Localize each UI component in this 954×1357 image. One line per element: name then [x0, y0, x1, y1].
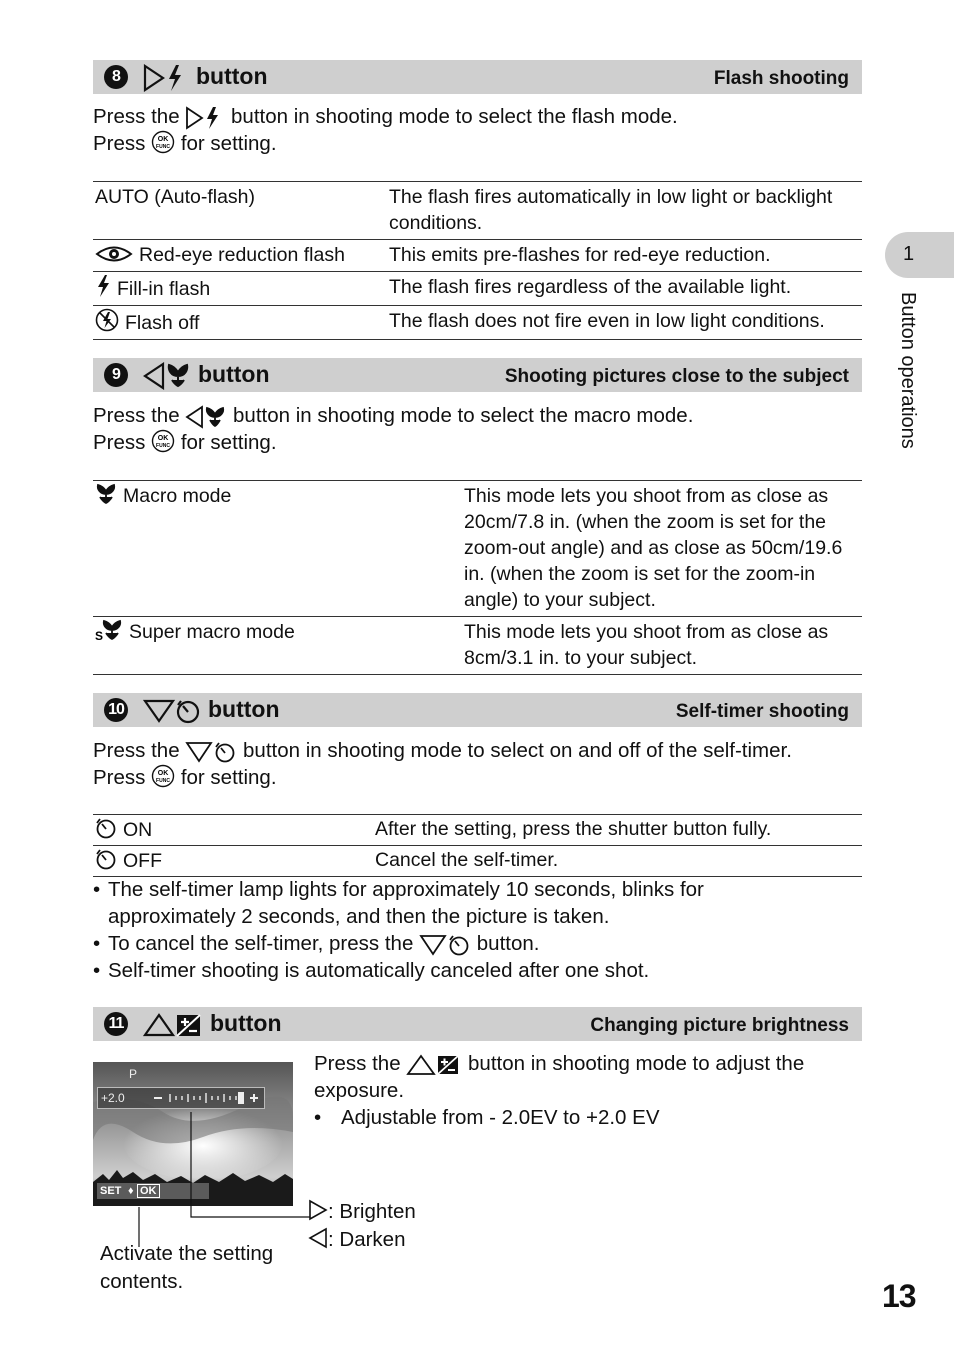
text: The flash fires automatically in low light or backlight — [389, 186, 833, 208]
shooting-mode-indicator: P — [129, 1067, 138, 1081]
camera-screen-illustration — [93, 1062, 293, 1206]
macro-section-header — [93, 358, 862, 392]
left-macro-icon — [185, 405, 227, 429]
ok-label: OK — [137, 1184, 160, 1198]
darken-caption — [308, 1226, 405, 1254]
mode-description: After the setting, press the shutter button fully. — [373, 815, 862, 846]
exposure-value: +2.0 — [101, 1091, 125, 1105]
timer-section-title: button — [208, 696, 280, 722]
down-timer-icon — [185, 740, 237, 764]
flash-mode-table — [93, 181, 862, 340]
text: Press the — [314, 1052, 401, 1075]
mode-description — [387, 182, 862, 240]
timer-notes — [93, 876, 704, 984]
text: Press the — [93, 105, 180, 128]
left-macro-icon — [143, 362, 191, 390]
exposure-instructions — [314, 1050, 804, 1131]
text: for setting. — [180, 431, 277, 454]
mode-description: Cancel the self-timer. — [373, 846, 862, 877]
macro-icon — [95, 483, 117, 505]
list-item — [93, 957, 704, 984]
up-exposure-icon — [406, 1053, 462, 1077]
chapter-label: Button operations — [897, 292, 919, 449]
list-item — [93, 876, 704, 930]
table-row — [93, 306, 862, 340]
arrow-icon: ♦ — [128, 1185, 134, 1197]
right-flash-icon — [143, 64, 189, 92]
bullet: • — [314, 1106, 322, 1129]
timer-section-header — [93, 693, 862, 727]
timer-instructions — [93, 737, 792, 791]
ok-text: OK — [157, 136, 169, 143]
right-arrow-icon — [308, 1199, 328, 1221]
section-number-8: 8 — [104, 65, 128, 89]
svg-text:OK: OK — [157, 770, 169, 777]
down-timer-icon — [419, 933, 471, 957]
timer-mode-table — [93, 814, 862, 877]
text: : Darken — [328, 1228, 406, 1251]
text: OFF — [123, 850, 162, 872]
mode-label — [93, 846, 373, 877]
red-eye-icon — [95, 244, 133, 264]
table-row — [93, 240, 862, 272]
text: angle) to your subject. — [464, 589, 656, 611]
mode-description — [462, 481, 862, 617]
activate-caption — [100, 1240, 273, 1296]
text: button in shooting mode to select the macro mode. — [233, 404, 694, 427]
text: The self-timer lamp lights for approximately 10 seconds, blinks for — [108, 878, 704, 901]
mode-label — [93, 481, 462, 617]
svg-text:FUNC: FUNC — [156, 443, 171, 449]
text: Adjustable from - 2.0EV to +2.0 EV — [341, 1106, 660, 1129]
fill-in-flash-icon — [95, 274, 111, 298]
svg-text:FUNC: FUNC — [156, 144, 171, 150]
text: for setting. — [180, 766, 277, 789]
svg-text:OK: OK — [157, 435, 169, 442]
mode-description: The flash fires regardless of the available light. — [387, 272, 862, 306]
svg-text:S: S — [95, 629, 104, 641]
text: 20cm/7.8 in. (when the zoom is set for the — [464, 511, 827, 533]
section-number-9: 9 — [104, 363, 128, 387]
exposure-compensation-bar — [97, 1087, 265, 1109]
text: This mode lets you shoot from as close as — [464, 485, 829, 507]
down-timer-icon — [143, 697, 201, 725]
table-row — [93, 481, 862, 617]
table-row — [93, 846, 862, 877]
mode-label — [93, 306, 387, 340]
text: Red-eye reduction flash — [139, 244, 345, 266]
ok-func-button-icon — [151, 764, 175, 788]
mode-label — [93, 240, 387, 272]
self-timer-icon — [95, 848, 117, 870]
section-number-11: 11 — [104, 1012, 128, 1036]
brighten-caption — [308, 1198, 416, 1226]
page-number: 13 — [882, 1278, 916, 1314]
text: zoom-out angle) and as close as 50cm/19.6 — [464, 537, 843, 559]
text: button. — [476, 932, 540, 955]
text: button in shooting mode to adjust the — [468, 1052, 805, 1075]
ok-func-button-icon — [151, 130, 175, 154]
text: contents. — [100, 1270, 184, 1293]
up-exposure-icon — [143, 1011, 203, 1039]
flash-section-subtitle: Flash shooting — [713, 68, 849, 89]
text: 8cm/3.1 in. to your subject. — [464, 647, 698, 669]
text: Macro mode — [123, 485, 232, 507]
text: : Brighten — [328, 1200, 416, 1223]
macro-section-subtitle: Shooting pictures close to the subject — [504, 366, 849, 387]
svg-text:FUNC: FUNC — [156, 778, 171, 784]
flash-section-header — [93, 60, 862, 94]
exposure-section-subtitle: Changing picture brightness — [590, 1015, 849, 1036]
text: for setting. — [180, 132, 277, 155]
chapter-tab — [885, 232, 954, 278]
text: Self-timer shooting is automatically canceled after one shot. — [108, 959, 650, 982]
ok-func-button-icon — [151, 429, 175, 453]
list-item — [93, 930, 704, 957]
text: approximately 2 seconds, and then the picture is taken. — [108, 905, 610, 928]
text: ON — [123, 819, 153, 841]
text: button in shooting mode to select the flash mode. — [231, 105, 678, 128]
text: in. (when the zoom is set for the zoom-in — [464, 563, 816, 585]
mode-label — [93, 272, 387, 306]
macro-mode-table — [93, 480, 862, 675]
macro-instructions — [93, 402, 693, 456]
exposure-section-title: button — [210, 1010, 282, 1036]
mode-description: This emits pre-flashes for red-eye reduction. — [387, 240, 862, 272]
self-timer-icon — [95, 817, 117, 839]
section-number-10: 10 — [104, 698, 128, 722]
list-item — [314, 1104, 804, 1131]
mode-description — [462, 617, 862, 675]
text: Activate the setting — [100, 1242, 274, 1265]
super-macro-icon — [95, 619, 123, 641]
set-ok-indicator — [97, 1183, 209, 1199]
text: Press — [93, 766, 146, 789]
text: Fill-in flash — [117, 278, 211, 300]
text: Press the — [93, 404, 180, 427]
chapter-number: 1 — [903, 243, 915, 265]
text: This mode lets you shoot from as close as — [464, 621, 829, 643]
exposure-section-header — [93, 1007, 862, 1041]
right-flash-icon — [185, 106, 225, 130]
table-row — [93, 815, 862, 846]
text: conditions. — [389, 212, 483, 234]
table-row — [93, 182, 862, 240]
timer-section-subtitle: Self-timer shooting — [675, 701, 849, 722]
exposure-scale-icon — [150, 1088, 260, 1108]
table-row — [93, 272, 862, 306]
flash-off-icon — [95, 308, 119, 332]
mode-description: The flash does not fire even in low light conditions. — [387, 306, 862, 340]
text: Super macro mode — [129, 621, 295, 643]
text: Press — [93, 431, 146, 454]
text: button in shooting mode to select on and off of the self-timer. — [243, 739, 792, 762]
macro-section-title: button — [198, 361, 270, 387]
mode-label: AUTO (Auto-flash) — [93, 182, 387, 240]
left-arrow-icon — [308, 1227, 328, 1249]
text: Press the — [93, 739, 180, 762]
flash-section-title: button — [196, 63, 268, 89]
text: Press — [93, 132, 146, 155]
set-label: SET — [100, 1185, 122, 1197]
mode-label — [93, 617, 462, 675]
text: exposure. — [314, 1079, 405, 1102]
mode-label — [93, 815, 373, 846]
text: Flash off — [125, 312, 200, 334]
flash-instructions — [93, 103, 678, 157]
table-row — [93, 617, 862, 675]
text: To cancel the self-timer, press the — [108, 932, 414, 955]
